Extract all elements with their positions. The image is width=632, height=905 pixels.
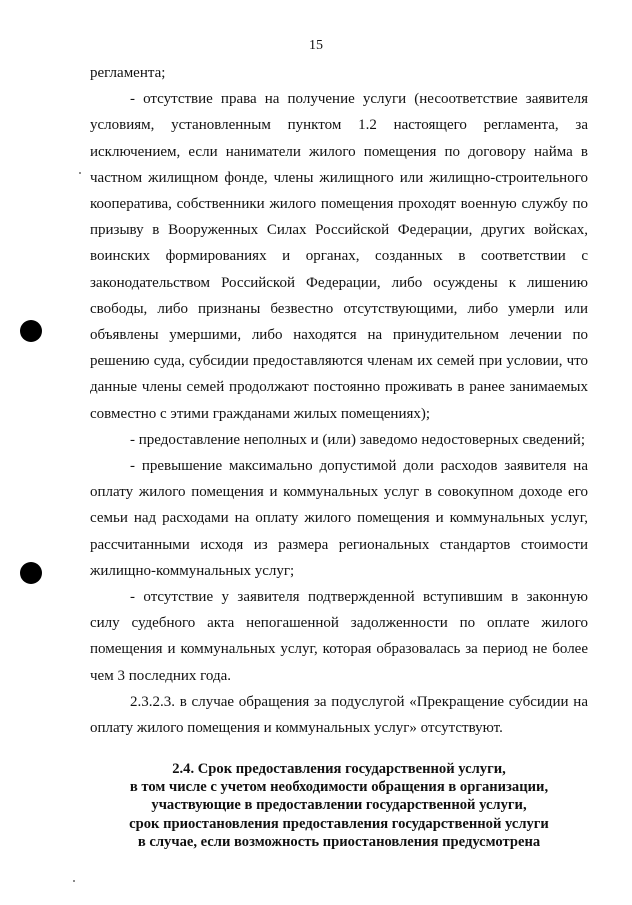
paragraph: - предоставление неполных и (или) заведомо недостоверных сведений; (130, 431, 585, 448)
section-heading (90, 760, 588, 851)
paragraph: - отсутствие у заявителя подтвержденной вступившим в законную силу судебного акта непогашенной задолженности по оплате жилого помещения и коммунальных услуг, которая образовалась за период не более чем 3 последних года. (90, 589, 588, 684)
scan-speck (79, 172, 81, 174)
paragraph: - отсутствие права на получение услуги (несоответствие заявителя условиям, установленным пунктом 1.2 настоящего регламента, за исключением, если наниматели жилого помещения по договору найма в частном жилищном фонде, члены жилищного или жилищно-строительного кооператива, собственники жилого помещения проходят военную службу по призыву в Вооруженных Силах Российской Федерации, других войсках, воинских формированиях и органах, созданных в соответствии с законодательством Российской Федерации, либо осуждены к лишению свободы, либо признаны безвестно отсутствующими, либо умерли или объявлены умершими, либо находятся на принудительном лечении по решению суда, субсидии предоставляются членам их семей при условии, что данные члены семей продолжают постоянно проживать в ранее занимаемых совместно с этими гражданами жилых помещениях); (90, 91, 588, 422)
section-heading-line: в случае, если возможность приостановления предусмотрена (137, 833, 541, 850)
document-body (90, 60, 588, 741)
section-heading-line: срок приостановления предоставления государственной услуги (129, 815, 549, 832)
punch-hole-mark (20, 562, 42, 584)
scan-speck (73, 880, 75, 882)
section-heading-line: 2.4. Срок предоставления государственной услуги, (172, 761, 506, 777)
section-heading-line: участвующие в предоставлении государственной услуги, (151, 797, 527, 814)
paragraph: 2.3.2.3. в случае обращения за подуслугой «Прекращение субсидии на оплату жилого помещения и коммунальных услуг» отсутствуют. (90, 693, 588, 737)
paragraph: - превышение максимально допустимой доли расходов заявителя на оплату жилого помещения и коммунальных услуг в совокупном доходе его семьи над расходами на оплату жилого помещения и коммунальных услуг, рассчитанными исходя из размера региональных стандартов стоимости жилищно-коммунальных услуг; (90, 458, 588, 579)
page-number: 15 (309, 38, 323, 53)
section-heading-line: в том числе с учетом необходимости обращения в организации, (129, 779, 549, 796)
punch-hole-mark (20, 320, 42, 342)
paragraph: регламента; (90, 65, 166, 81)
